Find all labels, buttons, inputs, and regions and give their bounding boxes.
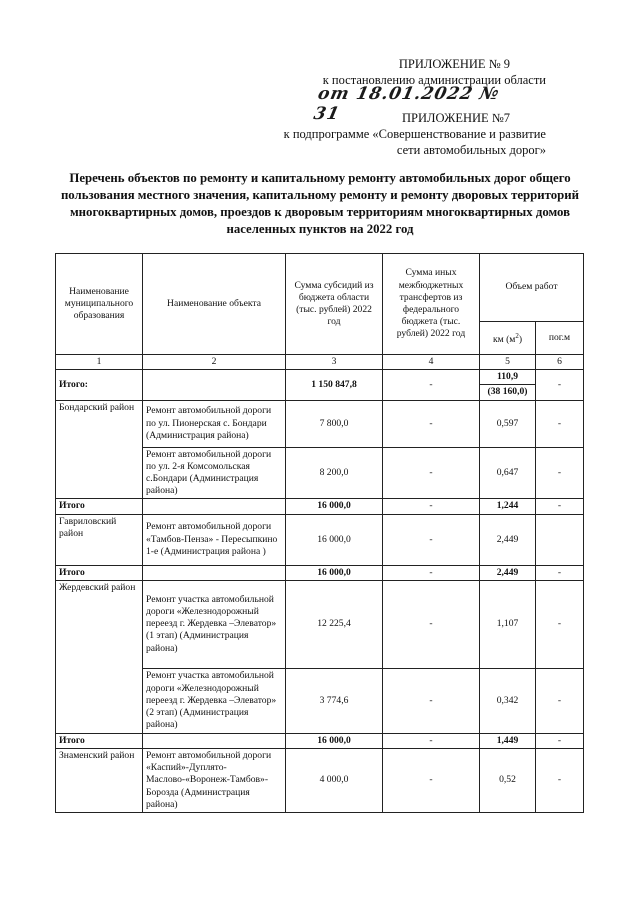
subtotal-km: 1,449 xyxy=(480,733,536,748)
subsidy-cell: 7 800,0 xyxy=(286,400,383,447)
subtotal-federal: - xyxy=(383,499,480,514)
km-cell: 0,52 xyxy=(480,749,536,813)
col-header-subsidy: Сумма субсидий из бюджета области (тыс. рублей) 2022 год xyxy=(286,254,383,355)
municipality-cell: Знаменский район xyxy=(56,749,143,813)
grand-total-km: 110,9 xyxy=(496,371,519,383)
col-number: 1 xyxy=(56,355,143,370)
federal-cell: - xyxy=(383,514,480,565)
federal-cell: - xyxy=(383,580,480,668)
table-row xyxy=(56,580,584,668)
municipality-cell: Бондарский район xyxy=(56,400,143,499)
subtotal-km: 2,449 xyxy=(480,565,536,580)
subtotal-federal: - xyxy=(383,565,480,580)
table-row xyxy=(56,514,584,565)
subsidy-cell: 12 225,4 xyxy=(286,580,383,668)
col-number: 4 xyxy=(383,355,480,370)
col-header-municipality: Наименование муниципального образования xyxy=(56,254,143,355)
federal-cell: - xyxy=(383,447,480,499)
municipality-cell: Жердевский район xyxy=(56,580,143,733)
subtotal-pog: - xyxy=(536,499,584,514)
subtotal-label: Итого xyxy=(56,499,143,514)
federal-cell: - xyxy=(383,400,480,447)
table-row xyxy=(56,749,584,813)
km-superscript: 2 xyxy=(515,331,519,340)
pog-cell xyxy=(536,514,584,565)
km-suffix: ) xyxy=(518,333,523,345)
appendix-9-label: ПРИЛОЖЕНИЕ № 9 xyxy=(398,57,510,71)
appendix-7-label: ПРИЛОЖЕНИЕ №7 xyxy=(401,111,510,125)
grand-total-row xyxy=(56,370,584,400)
subtotal-subsidy: 16 000,0 xyxy=(286,733,383,748)
subtotal-km: 1,244 xyxy=(480,499,536,514)
col-header-pog: пог.м xyxy=(536,322,584,355)
object-name-cell: Ремонт участка автомобильной дороги «Железнодорожный переезд г. Жердевка –Элеватор» (1 этап) (Администрация района) xyxy=(143,580,286,668)
col-header-federal: Сумма иных межбюджетных трансфертов из федерального бюджета (тыс. рублей) 2022 год xyxy=(383,254,480,355)
objects-table xyxy=(55,253,584,813)
subtotal-row xyxy=(56,565,584,580)
object-name-cell: Ремонт участка автомобильной дороги «Железнодорожный переезд г. Жердевка –Элеватор» (2 этап) (Администрация района) xyxy=(143,668,286,733)
pog-cell: - xyxy=(536,580,584,668)
subtotal-subsidy: 16 000,0 xyxy=(286,565,383,580)
km-cell: 0,597 xyxy=(480,400,536,447)
km-cell: 2,449 xyxy=(480,514,536,565)
resolution-reference: к постановлению администрации области xyxy=(322,73,546,87)
col-header-km xyxy=(480,322,536,355)
pog-cell: - xyxy=(536,400,584,447)
subsidy-cell: 8 200,0 xyxy=(286,447,383,499)
grand-total-empty xyxy=(143,370,286,400)
col-header-volume: Объем работ xyxy=(480,254,584,322)
object-name-cell: Ремонт автомобильной дороги по ул. 2-я Комсомольская с.Бондари (Администрация района) xyxy=(143,447,286,499)
header-row xyxy=(56,254,584,322)
subprogram-reference-line-1: к подпрограмме «Совершенствование и развитие xyxy=(283,127,546,141)
subtotal-row xyxy=(56,499,584,514)
subsidy-cell: 3 774,6 xyxy=(286,668,383,733)
subtotal-label: Итого xyxy=(56,565,143,580)
federal-cell: - xyxy=(383,749,480,813)
grand-total-label: Итого: xyxy=(56,370,143,400)
col-number: 5 xyxy=(480,355,536,370)
subprogram-reference-line-2: сети автомобильных дорог» xyxy=(396,143,546,157)
subtotal-empty xyxy=(143,565,286,580)
pog-cell: - xyxy=(536,749,584,813)
document-title: Перечень объектов по ремонту и капитальному ремонту автомобильных дорог общего пользования местного значения, капитальному ремонту и ремонту дворовых территорий многоквартирных домов, проездов к дворовым территориям многоквартирных домов населенных пунктов на 2022 год xyxy=(60,171,580,236)
subtotal-empty xyxy=(143,499,286,514)
subtotal-federal: - xyxy=(383,733,480,748)
subtotal-empty xyxy=(143,733,286,748)
grand-total-subsidy: 1 150 847,8 xyxy=(286,370,383,400)
km-cell: 0,342 xyxy=(480,668,536,733)
pog-cell: - xyxy=(536,447,584,499)
object-name-cell: Ремонт автомобильной дороги «Тамбов-Пенза» - Пересыпкино 1-е (Администрация района ) xyxy=(143,514,286,565)
municipality-cell: Гавриловский район xyxy=(56,514,143,565)
grand-total-m2: (38 160,0) xyxy=(480,384,535,399)
subtotal-pog: - xyxy=(536,565,584,580)
handwritten-date-signature: от 18.01.2022 № 31 xyxy=(311,84,502,124)
subprogram-header xyxy=(0,110,640,158)
subsidy-cell: 16 000,0 xyxy=(286,514,383,565)
col-number: 6 xyxy=(536,355,584,370)
col-header-object: Наименование объекта xyxy=(143,254,286,355)
pog-cell: - xyxy=(536,668,584,733)
km-prefix: км (м xyxy=(492,333,516,345)
km-cell: 1,107 xyxy=(480,580,536,668)
federal-cell: - xyxy=(383,668,480,733)
col-number: 3 xyxy=(286,355,383,370)
subtotal-pog: - xyxy=(536,733,584,748)
subtotal-label: Итого xyxy=(56,733,143,748)
km-cell: 0,647 xyxy=(480,447,536,499)
column-number-row xyxy=(56,355,584,370)
grand-total-volume xyxy=(480,370,536,400)
grand-total-pog: - xyxy=(536,370,584,400)
object-name-cell: Ремонт автомобильной дороги по ул. Пионерская с. Бондари (Администрация района) xyxy=(143,400,286,447)
object-name-cell: Ремонт автомобильной дороги «Каспий»-Дуплято-Маслово-«Воронеж-Тамбов»-Борозда (Администрация района) xyxy=(143,749,286,813)
subtotal-row xyxy=(56,733,584,748)
col-number: 2 xyxy=(143,355,286,370)
subsidy-cell: 4 000,0 xyxy=(286,749,383,813)
table-row xyxy=(56,400,584,447)
subtotal-subsidy: 16 000,0 xyxy=(286,499,383,514)
grand-total-federal: - xyxy=(383,370,480,400)
